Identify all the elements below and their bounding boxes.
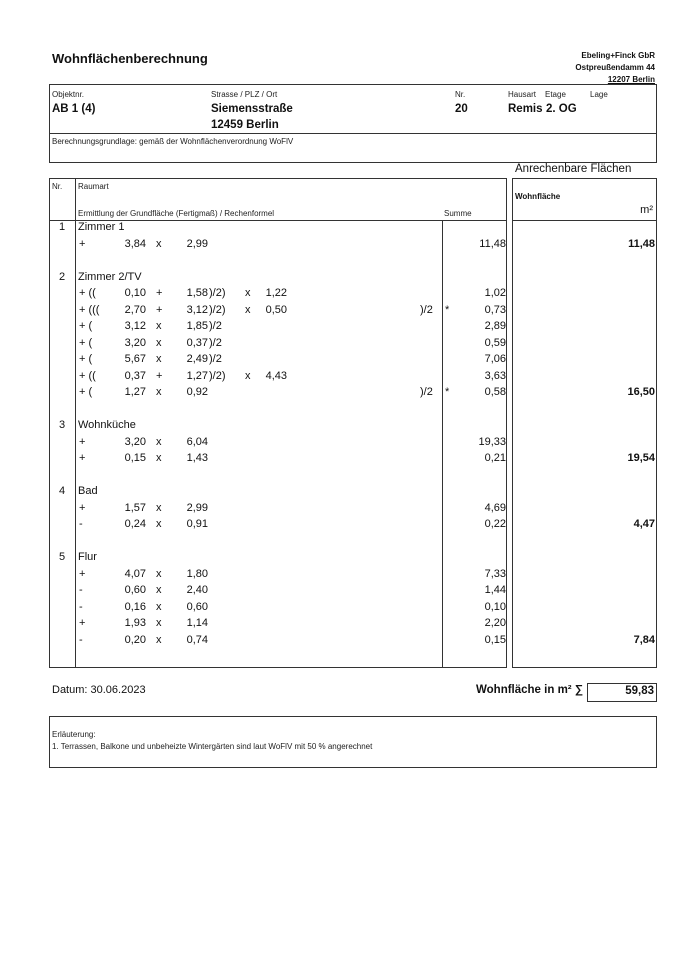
col-raumart-header: Raumart: [78, 182, 109, 191]
value-b: 1,58: [186, 287, 208, 299]
value-b: 1,85: [186, 320, 208, 332]
value-b: 3,12: [186, 303, 208, 316]
lage-label: Lage: [590, 90, 608, 99]
operator-2: x: [156, 435, 162, 448]
value-c: 0,50: [265, 303, 287, 316]
value-a: 0,10: [124, 287, 146, 299]
nr-label: Nr.: [455, 90, 466, 99]
total-value: 59,83: [625, 685, 654, 697]
line-sum: 0,73: [484, 303, 506, 316]
room-nr: 3: [59, 419, 66, 431]
room-nr: 5: [59, 551, 66, 563]
total-label: Wohnfläche in m² ∑: [476, 684, 584, 696]
line-sum: 3,63: [484, 369, 506, 382]
room-name: Zimmer 1: [78, 221, 125, 233]
operator-2: x: [156, 320, 162, 332]
line-sum: 11,48: [479, 237, 506, 250]
formula-end: )/2: [420, 303, 433, 316]
table-row: [49, 353, 659, 370]
value-b: 2,99: [186, 501, 208, 514]
room-nr: 4: [59, 485, 66, 497]
erlaeuterung-note-1: 1. Terrassen, Balkone und unbeheizte Wintergärten sind laut WoFlV mit 50 % angerechnet: [52, 742, 373, 751]
table-row: [49, 518, 659, 535]
value-a: 1,27: [124, 386, 146, 398]
value-b: 1,43: [186, 452, 208, 464]
operator: + (: [79, 353, 93, 365]
room-name: Flur: [78, 551, 97, 563]
col-formel-header: Ermittlung der Grundfläche (Fertigmaß) / Rechenformel: [78, 209, 275, 218]
value-b: 0,74: [186, 633, 208, 646]
col-summe-header: Summe: [444, 209, 472, 218]
terrace-marker: *: [445, 303, 450, 316]
operator-x: x: [245, 369, 251, 382]
table-row: [49, 320, 659, 337]
value-a: 5,67: [124, 353, 146, 365]
table-row: [49, 370, 659, 387]
line-sum: 0,22: [484, 518, 506, 530]
value-a: 3,84: [124, 237, 146, 250]
value-a: 0,16: [124, 600, 146, 613]
hausart-value: Remis: [508, 103, 543, 115]
operator-2: +: [156, 287, 163, 299]
operator-2: x: [156, 237, 162, 250]
operator: -: [79, 518, 83, 530]
operator: + ((: [79, 287, 96, 299]
operator: + (: [79, 336, 93, 349]
operator-2: x: [156, 617, 162, 629]
etage-value: 2. OG: [546, 103, 577, 115]
value-a: 3,20: [124, 336, 146, 349]
table-row: [49, 634, 659, 651]
value-a: 0,37: [124, 369, 146, 382]
value-a: 1,93: [124, 617, 146, 629]
value-b: 0,91: [186, 518, 208, 530]
value-b: 1,80: [186, 567, 208, 580]
operator: -: [79, 600, 83, 613]
formula-tail: )/2: [209, 353, 222, 365]
value-b: 2,40: [186, 584, 208, 596]
room-header-row: [49, 419, 659, 436]
plz-ort-value: 12459 Berlin: [211, 119, 279, 131]
line-sum: 7,06: [484, 353, 506, 365]
operator-2: x: [156, 501, 162, 514]
line-sum: 0,58: [484, 386, 506, 398]
table-row: [49, 584, 659, 601]
company-address: [575, 50, 655, 86]
table-row: [49, 304, 659, 321]
value-a: 2,70: [124, 303, 146, 316]
operator-2: x: [156, 600, 162, 613]
formula-tail: )/2: [209, 336, 222, 349]
value-a: 0,15: [124, 452, 146, 464]
col-wohnflaeche-header: Wohnfläche: [515, 192, 561, 201]
col-unit-header: m²: [640, 204, 653, 216]
table-row: [49, 386, 659, 403]
value-b: 6,04: [186, 435, 208, 448]
company-street: Ostpreußendamm 44: [575, 63, 655, 72]
operator: -: [79, 633, 83, 646]
room-name: Bad: [78, 485, 98, 497]
line-sum: 2,89: [484, 320, 506, 332]
formula-tail: )/2): [209, 303, 226, 316]
datum: Datum: 30.06.2023: [52, 684, 146, 696]
operator: + (: [79, 320, 93, 332]
value-b: 0,92: [186, 386, 208, 398]
table-row: [49, 436, 659, 453]
value-b: 0,37: [186, 336, 208, 349]
operator: + ((: [79, 369, 96, 382]
room-header-row: [49, 271, 659, 288]
value-b: 1,14: [186, 617, 208, 629]
divider: [50, 133, 656, 134]
operator-2: x: [156, 518, 162, 530]
company-name: Ebeling+Finck GbR: [581, 51, 655, 60]
room-total: 7,84: [633, 633, 655, 646]
value-b: 1,27: [186, 369, 208, 382]
operator-2: x: [156, 386, 162, 398]
operator-2: x: [156, 633, 162, 646]
operator: + (((: [79, 303, 100, 316]
value-a: 0,20: [124, 633, 146, 646]
formula-end: )/2: [420, 386, 433, 398]
company-city: 12207 Berlin: [607, 75, 655, 84]
value-a: 3,12: [124, 320, 146, 332]
operator-2: +: [156, 369, 163, 382]
value-b: 2,49: [186, 353, 208, 365]
table-row: [49, 337, 659, 354]
formula-tail: )/2): [209, 369, 226, 382]
operator: +: [79, 567, 86, 580]
hausart-label: Hausart: [508, 90, 537, 99]
operator-x: x: [245, 303, 251, 316]
table-row: [49, 601, 659, 618]
page-title: Wohnflächenberechnung: [52, 51, 208, 66]
table-row: [49, 502, 659, 519]
room-total: 4,47: [633, 518, 655, 530]
table-row: [49, 568, 659, 585]
line-sum: 4,69: [484, 501, 506, 514]
operator-2: x: [156, 452, 162, 464]
value-a: 4,07: [124, 567, 146, 580]
operator: +: [79, 435, 86, 448]
strasse-value: Siemensstraße: [211, 103, 293, 115]
line-sum: 1,44: [484, 584, 506, 596]
value-a: 0,24: [124, 518, 146, 530]
etage-label: Etage: [545, 90, 566, 99]
table-row: [49, 238, 659, 255]
line-sum: 0,15: [484, 633, 506, 646]
room-header-row: [49, 221, 659, 238]
table-row: [49, 617, 659, 634]
line-sum: 19,33: [478, 435, 506, 448]
berechnungsgrundlage: Berechnungsgrundlage: gemäß der Wohnflächenverordnung WoFlV: [52, 137, 294, 146]
operator: +: [79, 452, 86, 464]
col-nr-header: Nr.: [52, 182, 63, 191]
operator-2: +: [156, 303, 163, 316]
line-sum: 0,10: [484, 600, 506, 613]
line-sum: 0,59: [484, 336, 506, 349]
operator: + (: [79, 386, 93, 398]
erlaeuterung-box: [49, 716, 657, 768]
room-total: 16,50: [627, 386, 655, 398]
objektnr-value: AB 1 (4): [52, 103, 96, 115]
formula-tail: )/2: [209, 320, 222, 332]
room-nr: 1: [59, 221, 66, 233]
room-header-row: [49, 485, 659, 502]
operator-x: x: [245, 287, 251, 299]
operator: +: [79, 501, 86, 514]
operator: +: [79, 237, 86, 250]
terrace-marker: *: [445, 386, 450, 398]
operator-2: x: [156, 336, 162, 349]
total-box: [587, 683, 657, 702]
objektnr-label: Objektnr.: [52, 90, 85, 99]
value-c: 1,22: [265, 287, 287, 299]
erlaeuterung-title: Erläuterung:: [52, 730, 96, 739]
value-a: 3,20: [124, 435, 146, 448]
room-total: 19,54: [627, 452, 655, 464]
strasse-label: Strasse / PLZ / Ort: [211, 90, 278, 99]
formula-tail: )/2): [209, 287, 226, 299]
operator: +: [79, 617, 86, 629]
room-name: Zimmer 2/TV: [78, 270, 142, 283]
operator-2: x: [156, 567, 162, 580]
object-info-box: [49, 84, 657, 163]
table-body: [49, 221, 659, 661]
line-sum: 0,21: [484, 452, 506, 464]
table-row: [49, 287, 659, 304]
anrechenbare-flaechen-title: Anrechenbare Flächen: [515, 163, 632, 175]
operator: -: [79, 584, 83, 596]
operator-2: x: [156, 584, 162, 596]
room-name: Wohnküche: [78, 419, 136, 431]
value-c: 4,43: [265, 369, 287, 382]
value-b: 0,60: [186, 600, 208, 613]
table-row: [49, 452, 659, 469]
operator-2: x: [156, 353, 162, 365]
line-sum: 7,33: [484, 567, 506, 580]
nr-value: 20: [455, 103, 468, 115]
room-total: 11,48: [628, 237, 655, 250]
value-a: 1,57: [124, 501, 146, 514]
value-b: 2,99: [186, 237, 208, 250]
line-sum: 1,02: [484, 287, 506, 299]
line-sum: 2,20: [484, 617, 506, 629]
value-a: 0,60: [124, 584, 146, 596]
room-header-row: [49, 551, 659, 568]
room-nr: 2: [59, 270, 66, 283]
